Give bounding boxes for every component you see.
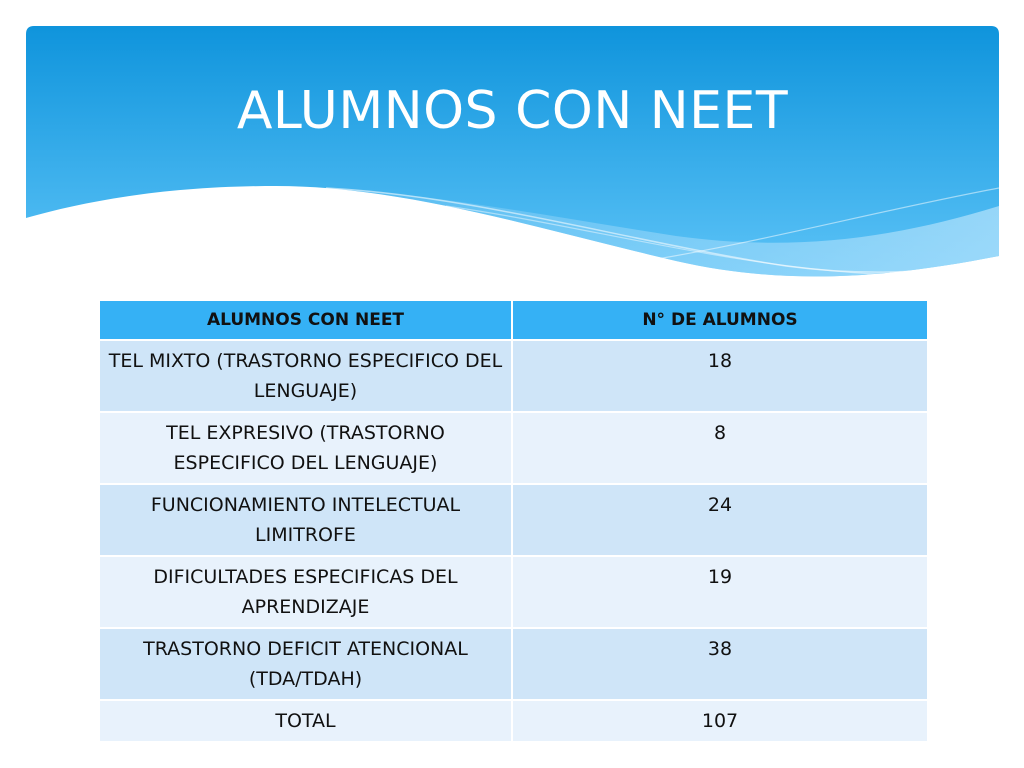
category-cell: TRASTORNO DEFICIT ATENCIONAL (TDA/TDAH) — [99, 628, 512, 700]
column-header-count: N° DE ALUMNOS — [512, 300, 928, 340]
category-cell: FUNCIONAMIENTO INTELECTUAL LIMITROFE — [99, 484, 512, 556]
table-row — [99, 484, 928, 556]
total-label-cell: TOTAL — [99, 700, 512, 742]
total-row — [99, 700, 928, 742]
neet-table-container — [98, 299, 927, 743]
column-header-category: ALUMNOS CON NEET — [99, 300, 512, 340]
count-cell: 19 — [512, 556, 928, 628]
category-cell: TEL MIXTO (TRASTORNO ESPECIFICO DEL LENGUAJE) — [99, 340, 512, 412]
category-cell: TEL EXPRESIVO (TRASTORNO ESPECIFICO DEL LENGUAJE) — [99, 412, 512, 484]
count-cell: 38 — [512, 628, 928, 700]
table-row — [99, 628, 928, 700]
table-row — [99, 412, 928, 484]
header-wave-band — [26, 26, 999, 296]
table-header-row — [99, 300, 928, 340]
count-cell: 24 — [512, 484, 928, 556]
table-row — [99, 556, 928, 628]
count-cell: 18 — [512, 340, 928, 412]
slide-title: ALUMNOS CON NEET — [236, 81, 789, 141]
count-cell: 8 — [512, 412, 928, 484]
category-cell: DIFICULTADES ESPECIFICAS DEL APRENDIZAJE — [99, 556, 512, 628]
total-count-cell: 107 — [512, 700, 928, 742]
table-row — [99, 340, 928, 412]
neet-table — [98, 299, 929, 743]
